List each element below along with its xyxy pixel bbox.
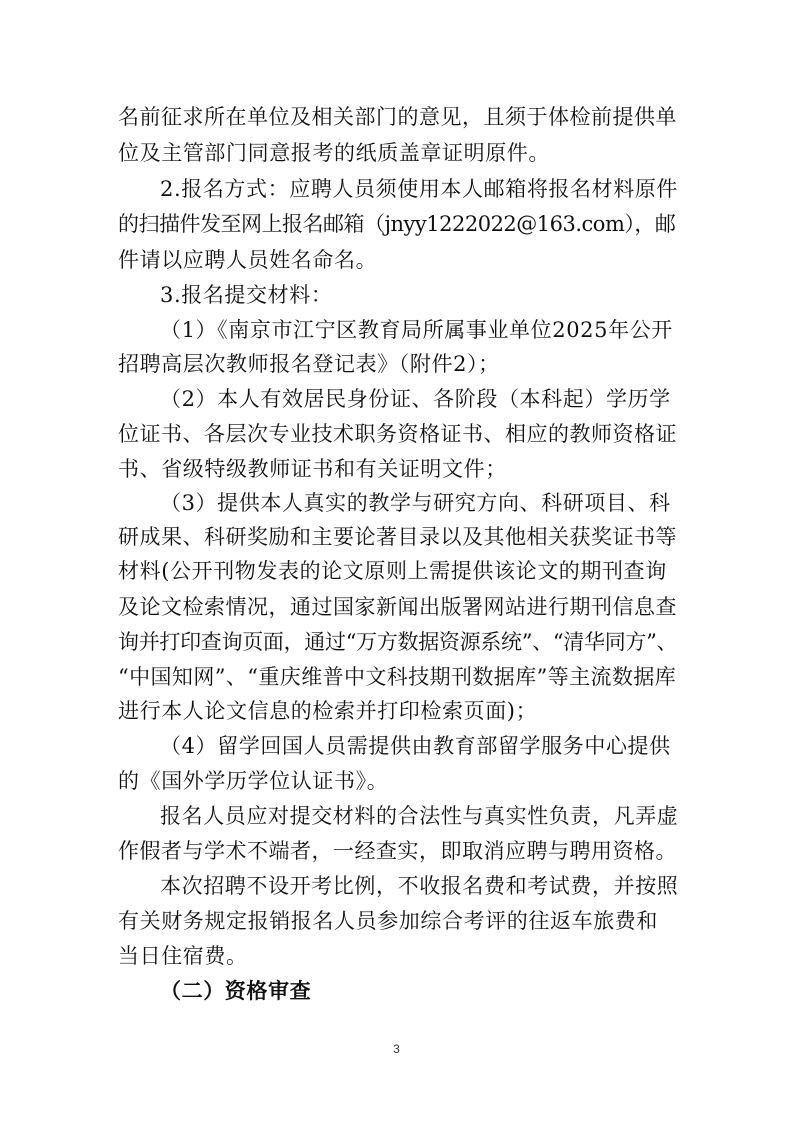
text-line: 的《国外学历学位认证书》。 <box>118 769 389 793</box>
text-line: 件请以应聘人员姓名命名。 <box>118 248 378 272</box>
text-line: 位及主管部门同意报考的纸质盖章证明原件。 <box>118 141 550 165</box>
text-line: 材料(公开刊物发表的论文原则上需提供该论文的期刊查询 <box>118 559 667 583</box>
section-heading: （二）资格审查 <box>160 978 312 1003</box>
text-line: 进行本人论文信息的检索并打印检索页面)； <box>118 699 538 723</box>
text-line: （3）提供本人真实的教学与研究方向、科研项目、科 <box>160 491 671 515</box>
text-line: 询并打印查询页面，通过“万方数据资源系统”、“清华同方”、 <box>118 630 678 654</box>
text-line: 3.报名提交材料： <box>160 283 333 307</box>
text-line: 名前征求所在单位及相关部门的意见，且须于体检前提供单 <box>118 105 677 129</box>
text-line: （1）《南京市江宁区教育局所属事业单位2025年公开 <box>160 318 673 342</box>
text-line: 位证书、各层次专业技术职务资格证书、相应的教师资格证 <box>118 422 677 446</box>
text-line: 招聘高层次教师报名登记表》（附件2）； <box>118 352 500 376</box>
text-line: 有关财务规定报销报名人员参加综合考评的往返车旅费和 <box>118 909 658 933</box>
text-line: 2.报名方式：应聘人员须使用本人邮箱将报名材料原件 <box>160 177 679 201</box>
page-number: 3 <box>393 1042 400 1056</box>
text-line: 及论文检索情况，通过国家新闻出版署网站进行期刊信息查 <box>118 595 677 619</box>
text-line: 报名人员应对提交材料的合法性与真实性负责，凡弄虚 <box>160 804 679 828</box>
text-line: 的扫描件发至网上报名邮箱（jnyy1222022@163.com），邮 <box>118 212 676 236</box>
text-line: 书、省级特级教师证书和有关证明文件； <box>118 457 507 481</box>
text-line: （4）留学回国人员需提供由教育部留学服务中心提供 <box>160 734 671 758</box>
text-line: 当日住宿费。 <box>118 944 248 968</box>
text-line: （2）本人有效居民身份证、各阶段（本科起）学历学 <box>160 387 671 411</box>
text-line: 研成果、科研奖励和主要论著目录以及其他相关获奖证书等 <box>118 525 677 549</box>
text-line: 作假者与学术不端者，一经查实，即取消应聘与聘用资格。 <box>118 839 677 863</box>
text-line: 本次招聘不设开考比例，不收报名费和考试费，并按照 <box>160 874 679 898</box>
text-line: “中国知网”、“重庆维普中文科技期刊数据库”等主流数据库 <box>118 665 677 689</box>
